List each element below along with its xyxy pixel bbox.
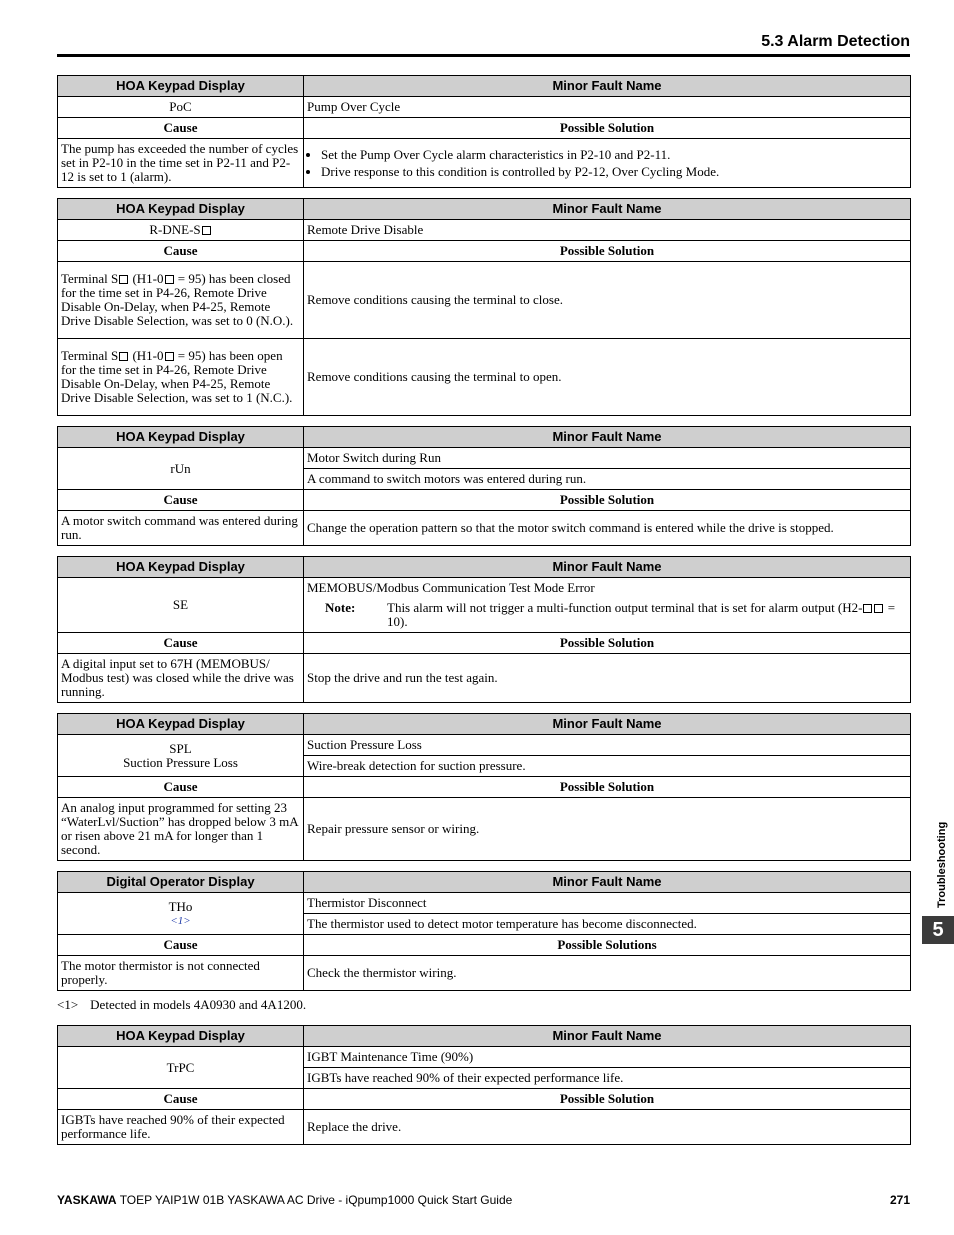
solution-header: Possible Solution bbox=[304, 1089, 911, 1110]
display-code-text: SPL bbox=[169, 740, 192, 756]
cause-text: Terminal S (H1-0 = 95) has been open for the time set in P4-26, Remote Drive Disable On-Delay, when P4-25, Remote Drive Disable Selection, was set to 1 (N.C.). bbox=[58, 339, 304, 416]
solution-text: Repair pressure sensor or wiring. bbox=[304, 798, 911, 861]
footer-brand: YASKAWA bbox=[57, 1193, 117, 1207]
alarm-table-run bbox=[57, 426, 911, 546]
footer-doc bbox=[57, 1193, 512, 1207]
cause-header: Cause bbox=[58, 633, 304, 654]
display-code-text: R-DNE-S bbox=[149, 222, 201, 237]
col-header-display: Digital Operator Display bbox=[58, 872, 304, 893]
section-title: 5.3 Alarm Detection bbox=[761, 33, 910, 50]
fault-name: Suction Pressure Loss bbox=[304, 735, 911, 756]
alarm-table-se bbox=[57, 556, 911, 703]
fault-description: The thermistor used to detect motor temperature has become disconnected. bbox=[304, 914, 911, 935]
placeholder-box-icon bbox=[874, 604, 883, 613]
placeholder-box-icon bbox=[165, 352, 174, 361]
solution-header: Possible Solutions bbox=[304, 935, 911, 956]
solution-text: Remove conditions causing the terminal to open. bbox=[304, 339, 911, 416]
placeholder-box-icon bbox=[165, 275, 174, 284]
cause-header: Cause bbox=[58, 490, 304, 511]
fault-description: IGBTs have reached 90% of their expected performance life. bbox=[304, 1068, 911, 1089]
cause-header: Cause bbox=[58, 118, 304, 139]
note bbox=[307, 601, 907, 629]
col-header-display: HOA Keypad Display bbox=[58, 557, 304, 578]
fault-name: IGBT Maintenance Time (90%) bbox=[304, 1047, 911, 1068]
display-code bbox=[58, 220, 304, 241]
cause-text: Terminal S (H1-0 = 95) has been closed for the time set in P4-26, Remote Drive Disable On-Delay, when P4-25, Remote Drive Disable Selection, was set to 0 (N.O.). bbox=[58, 262, 304, 339]
solution-cell bbox=[304, 139, 911, 188]
solution-text: Stop the drive and run the test again. bbox=[304, 654, 911, 703]
col-header-fault-name: Minor Fault Name bbox=[304, 557, 911, 578]
display-code bbox=[58, 893, 304, 935]
col-header-display: HOA Keypad Display bbox=[58, 76, 304, 97]
col-header-fault-name: Minor Fault Name bbox=[304, 1026, 911, 1047]
col-header-display: HOA Keypad Display bbox=[58, 714, 304, 735]
solution-text: Remove conditions causing the terminal to close. bbox=[304, 262, 911, 339]
fault-name: Thermistor Disconnect bbox=[304, 893, 911, 914]
display-code-subtitle: Suction Pressure Loss bbox=[123, 754, 238, 770]
fault-name: Pump Over Cycle bbox=[304, 97, 911, 118]
footer-doc-title: TOEP YAIP1W 01B YASKAWA AC Drive - iQpump1000 Quick Start Guide bbox=[116, 1193, 513, 1207]
solution-header: Possible Solution bbox=[304, 118, 911, 139]
cause-header: Cause bbox=[58, 1089, 304, 1110]
col-header-fault-name: Minor Fault Name bbox=[304, 427, 911, 448]
col-header-display: HOA Keypad Display bbox=[58, 1026, 304, 1047]
display-code-text: THo bbox=[168, 898, 193, 914]
solution-item: • Set the Pump Over Cycle alarm characteristics in P2-10 and P2-11. bbox=[321, 148, 907, 162]
fault-name: Remote Drive Disable bbox=[304, 220, 911, 241]
fault-name-cell bbox=[304, 578, 911, 633]
note-text: This alarm will not trigger a multi-function output terminal that is set for alarm output (H2- = 10). bbox=[387, 600, 896, 629]
placeholder-box-icon bbox=[863, 604, 872, 613]
col-header-display: HOA Keypad Display bbox=[58, 427, 304, 448]
cause-text: An analog input programmed for setting 23 “WaterLvl/Suction” has dropped below 3 mA or risen above 21 mA for longer than 1 second. bbox=[58, 798, 304, 861]
side-section-label: Troubleshooting bbox=[936, 821, 948, 908]
solution-text: Change the operation pattern so that the motor switch command is entered while the drive is stopped. bbox=[304, 511, 911, 546]
display-code: SE bbox=[58, 578, 304, 633]
cause-text: A motor switch command was entered during run. bbox=[58, 511, 304, 546]
alarm-table-rdne bbox=[57, 198, 911, 416]
placeholder-box-icon bbox=[119, 275, 128, 284]
cause-header: Cause bbox=[58, 241, 304, 262]
solution-header: Possible Solution bbox=[304, 633, 911, 654]
header-rule bbox=[57, 54, 910, 57]
solution-header: Possible Solution bbox=[304, 241, 911, 262]
solution-header: Possible Solution bbox=[304, 490, 911, 511]
display-code bbox=[58, 735, 304, 777]
fault-name: Motor Switch during Run bbox=[304, 448, 911, 469]
col-header-fault-name: Minor Fault Name bbox=[304, 76, 911, 97]
cause-text: A digital input set to 67H (MEMOBUS/ Modbus test) was closed while the drive was running. bbox=[58, 654, 304, 703]
display-code: rUn bbox=[58, 448, 304, 490]
footnote-text: Detected in models 4A0930 and 4A1200. bbox=[90, 997, 307, 1012]
fault-description: Wire-break detection for suction pressure. bbox=[304, 756, 911, 777]
cause-text: IGBTs have reached 90% of their expected performance life. bbox=[58, 1110, 304, 1145]
alarm-tables bbox=[57, 75, 910, 1155]
alarm-table-trpc bbox=[57, 1025, 911, 1145]
solution-text: Replace the drive. bbox=[304, 1110, 911, 1145]
page-number: 271 bbox=[889, 1193, 910, 1207]
alarm-table-spl bbox=[57, 713, 911, 861]
placeholder-box-icon bbox=[202, 226, 211, 235]
alarm-table-poc bbox=[57, 75, 911, 188]
col-header-fault-name: Minor Fault Name bbox=[304, 714, 911, 735]
placeholder-box-icon bbox=[119, 352, 128, 361]
alarm-table-tho bbox=[57, 871, 911, 991]
note-label: Note: bbox=[325, 600, 356, 615]
display-code: PoC bbox=[58, 97, 304, 118]
cause-header: Cause bbox=[58, 777, 304, 798]
solution-header: Possible Solution bbox=[304, 777, 911, 798]
footnote-ref-link[interactable]: <1> bbox=[170, 914, 191, 927]
page-footer bbox=[57, 1193, 910, 1207]
cause-header: Cause bbox=[58, 935, 304, 956]
col-header-fault-name: Minor Fault Name bbox=[304, 872, 911, 893]
fault-name: MEMOBUS/Modbus Communication Test Mode Error bbox=[307, 580, 595, 595]
col-header-display: HOA Keypad Display bbox=[58, 199, 304, 220]
footnote-mark: <1> bbox=[57, 997, 79, 1012]
col-header-fault-name: Minor Fault Name bbox=[304, 199, 911, 220]
display-code: TrPC bbox=[58, 1047, 304, 1089]
chapter-tab: 5 bbox=[922, 916, 954, 944]
solution-item: • Drive response to this condition is controlled by P2-12, Over Cycling Mode. bbox=[321, 165, 907, 179]
footnote bbox=[57, 997, 910, 1013]
cause-text: The motor thermistor is not connected properly. bbox=[58, 956, 304, 991]
solution-text: Check the thermistor wiring. bbox=[304, 956, 911, 991]
cause-text: The pump has exceeded the number of cycles set in P2-10 in the time set in P2-11 and P2-12 is set to 1 (alarm). bbox=[58, 139, 304, 188]
fault-description: A command to switch motors was entered during run. bbox=[304, 469, 911, 490]
